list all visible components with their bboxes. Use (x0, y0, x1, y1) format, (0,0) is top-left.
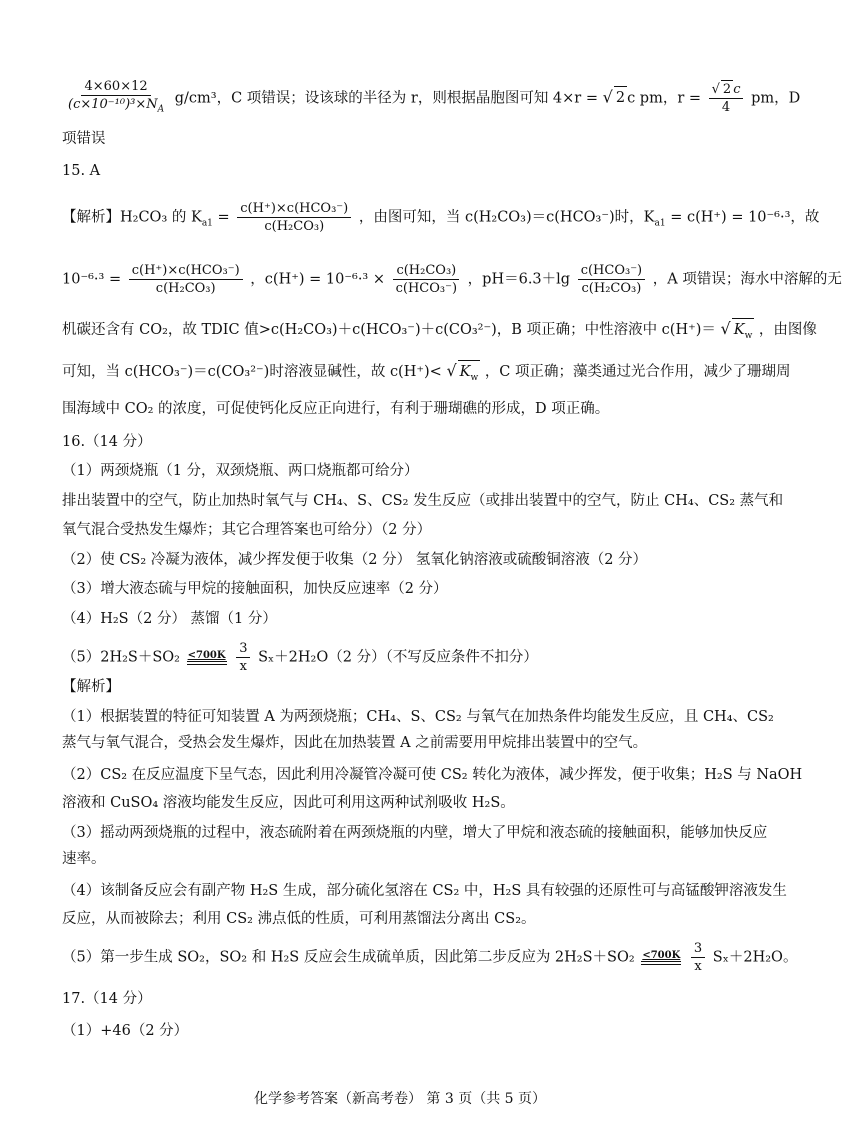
q14-continuation-line: $\frac{4\times 60\times 12}{(c\times 10^{-10})^3\times N_A}$ g/cm³，C 项错误；设该球的半径为 r，则根据晶胞图可知 4×r = √ 2 c pm，r = $\frac{√ 2 c}{4}$ pm，D (62, 78, 750, 119)
analysis-5 (62, 940, 798, 975)
q16-part-1-b: 排出装置中的空气，防止加热时氧气与 CH₄、S、CS₂ 发生反应（或排出装置中的空气，防止 CH₄、CS₂ 蒸气和 (62, 493, 784, 509)
fraction (129, 262, 243, 297)
q15-answer: 15. A (62, 163, 101, 179)
text-segment: （5）2H₂S＋SO₂ (62, 649, 180, 666)
subscript: w (470, 372, 479, 383)
coefficient-fraction (691, 940, 705, 975)
reaction-condition: <700K (642, 949, 681, 961)
text-segment: 【解析】H₂CO₃ 的 K (62, 209, 202, 226)
q17-part-1: （1）+46（2 分） (62, 1023, 189, 1039)
sqrt-value: 2 (614, 86, 627, 109)
reaction-arrow (187, 651, 227, 665)
fraction-denominator: c(H₂CO₃) (155, 281, 216, 296)
fraction-denominator: (c×10⁻¹⁰)³×N (68, 97, 158, 112)
text-segment: 10⁻⁶·³ = (62, 271, 122, 288)
fraction-numerator: 3 (236, 640, 250, 658)
q15-analysis-line-3: 机碳还含有 CO₂，故 TDIC 值>c(H₂CO₃)＋c(HCO₃⁻)＋c(CO₃²⁻)，B 项正确；中性溶液中 c(H⁺)＝ √ $K_w$ ，由图像 (62, 318, 750, 347)
equals-sign: = (217, 209, 230, 226)
subscript: a1 (654, 218, 666, 229)
q15-analysis-line-4: 可知，当 c(HCO₃⁻)＝c(CO₃²⁻)时溶液显碱性，故 c(H⁺)< √ $K_w$ ，C 项正确；藻类通过光合作用，减少了珊瑚周 (62, 360, 750, 389)
q16-title: 16.（14 分） (62, 434, 152, 450)
analysis-2-b: 溶液和 CuSO₄ 溶液均能发生反应，因此可利用这两种试剂吸收 H₂S。 (62, 795, 515, 811)
reaction-condition: <700K (187, 649, 226, 661)
ka1-fraction (237, 200, 351, 235)
q16-part-5 (62, 640, 750, 675)
fraction-numerator: 3 (691, 940, 705, 958)
fraction (393, 262, 460, 297)
fraction-denominator: c(H₂CO₃) (581, 281, 642, 296)
fraction-denominator: c(HCO₃⁻) (395, 281, 458, 296)
analysis-1-b: 蒸气与氧气混合，受热会发生爆炸，因此在加热装置 A 之前需要用甲烷排出装置中的空气。 (62, 735, 648, 751)
analysis-4-a: （4）该制备反应会有副产物 H₂S 生成，部分硫化氢溶在 CS₂ 中，H₂S 具有较强的还原性可与高锰酸钾溶液发生 (62, 883, 787, 899)
q15-analysis-line-5: 围海域中 CO₂ 的浓度，可促使钙化反应正向进行，有利于珊瑚礁的形成，D 项正确。 (62, 401, 610, 417)
q15-analysis-line-1 (62, 200, 820, 235)
analysis-3-b: 速率。 (62, 851, 106, 867)
text-segment: 可知，当 c(HCO₃⁻)＝c(CO₃²⁻)时溶液显碱性，故 c(H⁺)< (62, 364, 442, 380)
analysis-1-a: （1）根据装置的特征可知装置 A 为两颈烧瓶；CH₄、S、CS₂ 与氧气在加热条件均能发生反应，且 CH₄、CS₂ (62, 709, 774, 725)
q17-title: 17.（14 分） (62, 991, 152, 1007)
q15-analysis-line-2 (62, 262, 842, 297)
text-segment: （5）第一步生成 SO₂，SO₂ 和 H₂S 反应会生成硫单质，因此第二步反应为 2H₂S＋SO₂ (62, 949, 635, 966)
text-segment: ，A 项错误；海水中溶解的无 (652, 271, 842, 288)
fraction-numerator: c(H₂CO₃) (393, 262, 459, 280)
text-segment: Sₓ＋2H₂O。 (712, 949, 798, 966)
fraction-numerator: 4×60×12 (81, 78, 150, 96)
sqrt-value: K (459, 364, 471, 380)
reaction-arrow (641, 951, 681, 965)
q16-part-1-c: 氧气混合受热发生爆炸；其它合理答案也可给分）（2 分） (62, 522, 432, 538)
analysis-2-a: （2）CS₂ 在反应温度下呈气态，因此利用冷凝管冷凝可使 CS₂ 转化为液体，减少挥发，便于收集；H₂S 与 NaOH (62, 767, 803, 783)
analysis-4-b: 反应，从而被除去；利用 CS₂ 沸点低的性质，可利用蒸馏法分离出 CS₂。 (62, 911, 536, 927)
density-fraction (65, 78, 167, 119)
fraction (578, 262, 645, 297)
text-segment: ，c(H⁺) = 10⁻⁶·³ × (250, 271, 385, 288)
q16-part-2: （2）使 CS₂ 冷凝为液体，减少挥发便于收集（2 分） 氢氧化钠溶液或硫酸铜溶液（2 分） (62, 552, 648, 568)
text-segment: g/cm³，C 项错误；设该球的半径为 r，则根据晶胞图可知 4×r = (174, 90, 599, 107)
sqrt-value: 2 (722, 82, 732, 98)
fraction-denominator: x (694, 959, 702, 974)
numerator-var: c (733, 82, 741, 98)
text-segment: c pm，r = (627, 90, 702, 107)
fraction-denominator: x (239, 659, 248, 674)
page-footer: 化学参考答案（新高考卷） 第 3 页（共 5 页） (253, 1091, 547, 1107)
text-segment: ，C 项正确；藻类通过光合作用，减少了珊瑚周 (484, 364, 791, 380)
radius-fraction: $\frac{√ 2 c}{4}$ (709, 80, 744, 116)
subscript: w (744, 330, 753, 341)
text-segment: = c(H⁺) = 10⁻⁶·³，故 (670, 209, 820, 226)
text-segment: 机碳还含有 CO₂，故 TDIC 值>c(H₂CO₃)＋c(HCO₃⁻)＋c(CO₃²⁻)，B 项正确；中性溶液中 c(H⁺)＝ (62, 322, 716, 338)
text-segment: Sₓ＋2H₂O（2 分）（不写反应条件不扣分） (258, 649, 538, 666)
subscript: a1 (201, 218, 213, 229)
analysis-3-a: （3）摇动两颈烧瓶的过程中，液态硫附着在两颈烧瓶的内壁，增大了甲烷和液态硫的接触面积，能够加快反应 (62, 825, 768, 841)
fraction-denominator: 4 (721, 100, 731, 116)
text-segment: ，pH＝6.3＋lg (467, 271, 571, 288)
text-segment: pm，D (751, 90, 801, 107)
analysis-heading: 【解析】 (62, 679, 120, 695)
fraction-numerator: c(H⁺)×c(HCO₃⁻) (129, 262, 243, 280)
sqrt-value: K (733, 322, 745, 338)
q16-part-3: （3）增大液态硫与甲烷的接触面积，加快反应速率（2 分） (62, 581, 448, 597)
text-segment: ，由图可知，当 c(H₂CO₃)＝c(HCO₃⁻)时，K (358, 209, 655, 226)
text-line: 项错误 (62, 131, 106, 147)
q16-part-4: （4）H₂S（2 分） 蒸馏（1 分） (62, 611, 277, 627)
fraction-numerator: c(H⁺)×c(HCO₃⁻) (237, 200, 351, 218)
coefficient-fraction (236, 640, 250, 675)
q16-part-1: （1）两颈烧瓶（1 分，双颈烧瓶、两口烧瓶都可给分） (62, 463, 419, 479)
avogadro-subscript: A (157, 104, 165, 115)
fraction-denominator: c(H₂CO₃) (264, 219, 325, 234)
text-segment: ，由图像 (758, 322, 817, 338)
fraction-numerator: c(HCO₃⁻) (578, 262, 645, 280)
